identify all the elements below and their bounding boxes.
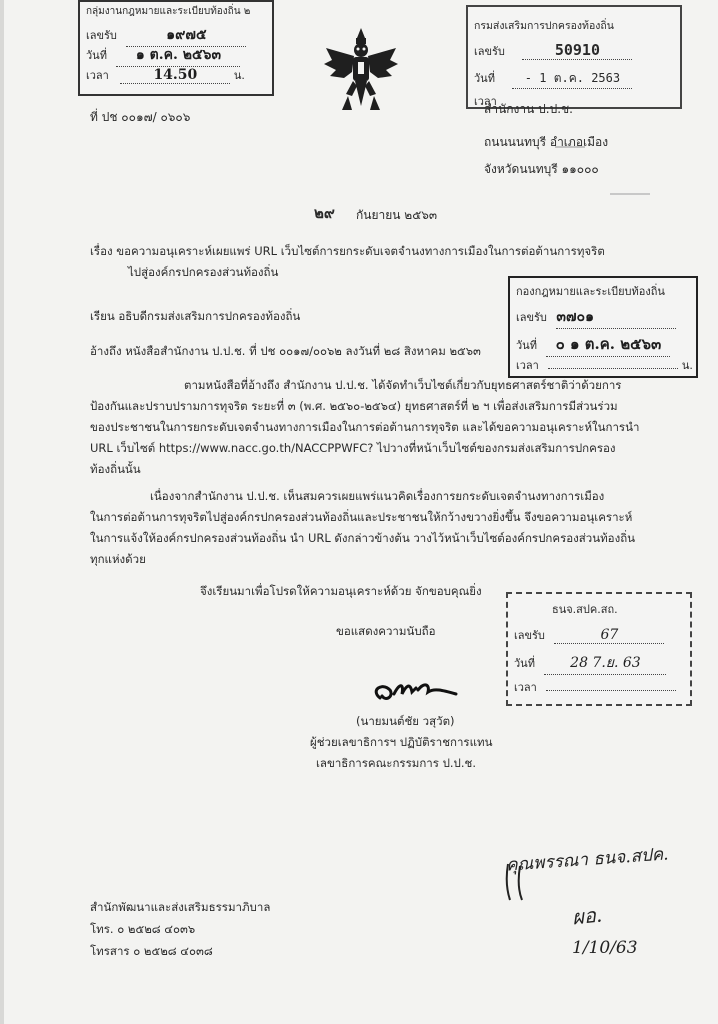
stamp-received-no: ๓๗๐๑ (556, 306, 676, 329)
reference-number: ที่ ปช ๐๐๑๗/ ๐๖๐๖ (90, 110, 191, 124)
signature-icon (360, 672, 470, 712)
stamp-time-unit: น. (233, 69, 245, 82)
scan-edge (0, 0, 4, 1024)
handwritten-date: 1/10/63 (572, 938, 638, 958)
subject-line-1: เรื่อง ขอความอนุเคราะห์เผยแพร่ URL เว็บไซต์การยกระดับเจตจำนงทางการเมืองในการต่อต้านการทุจริต (90, 244, 605, 258)
received-stamp-top-left (78, 0, 274, 96)
stamp-label: วันที่ (86, 49, 107, 62)
stamp-department: กรมส่งเสริมการปกครองท้องถิ่น (474, 20, 614, 32)
stamp-received-no-row (514, 626, 664, 644)
paragraph-line: ในการแจ้งให้องค์กรปกครองส่วนท้องถิ่น นำ URL ดังกล่าวข้างต้น วางไว้หน้าเว็บไซต์องค์กรปกครองส่วนท้องถิ่น (90, 531, 636, 545)
stamp-label: เวลา (474, 95, 497, 108)
footer-telephone: โทร. ๐ ๒๕๒๘ ๔๐๓๖ (90, 922, 196, 936)
body-paragraph-2 (90, 486, 650, 570)
signer-title-1: ผู้ช่วยเลขาธิการฯ ปฏิบัติราชการแทน (310, 735, 493, 749)
stamp-label: เลขรับ (474, 45, 505, 58)
stamp-department: กลุ่มงานกฎหมายและระเบียบท้องถิ่น ๒ (86, 6, 251, 17)
salutation: เรียน อธิบดีกรมส่งเสริมการปกครองท้องถิ่น (90, 309, 301, 323)
stamp-time-row (86, 66, 245, 84)
closing-regards: ขอแสดงความนับถือ (336, 624, 436, 638)
paragraph-line: ป้องกันและปราบปรามการทุจริต ระยะที่ ๓ (พ.ศ. ๒๕๖๐-๒๕๖๔) ยุทธศาสตร์ที่ ๒ ฯ เพื่อส่งเสริมการมีส่วนร่วม (90, 399, 618, 413)
stamp-received-no-row (516, 306, 676, 329)
paragraph-line: URL เว็บไซต์ https://www.nacc.go.th/NACCPPWFC? ไปวางที่หน้าเว็บไซต์ของกรมส่งเสริมการปกครอง (90, 441, 616, 455)
stamp-label: วันที่ (474, 72, 495, 85)
stamp-received-no: 67 (554, 627, 664, 644)
received-stamp-bottom-right (506, 592, 692, 706)
stamp-date: ๑ ต.ค. ๒๕๖๓ (116, 44, 240, 67)
stamp-department: กองกฎหมายและระเบียบท้องถิ่น (516, 285, 665, 298)
office-province: จังหวัดนนทบุรี ๑๑๐๐๐ (484, 162, 599, 176)
stamp-time: 14.50 (120, 67, 230, 84)
footer-office: สำนักพัฒนาและส่งเสริมธรรมาภิบาล (90, 900, 271, 914)
office-name: สำนักงาน ป.ป.ช. (484, 102, 573, 116)
stamp-date: ๐ ๑ ต.ค. ๒๕๖๓ (546, 332, 670, 357)
stamp-date-row (516, 332, 670, 357)
stamp-date: 28 7.ย. 63 (544, 652, 666, 675)
reference-letter: อ้างถึง หนังสือสำนักงาน ป.ป.ช. ที่ ปช ๐๐๑๗/๐๐๖๒ ลงวันที่ ๒๘ สิงหาคม ๒๕๖๓ (90, 344, 481, 358)
signer-name: (นายมนต์ชัย วสุวัต) (356, 714, 455, 728)
stamp-label: เวลา (516, 359, 539, 372)
footer-fax: โทรสาร ๐ ๒๕๒๘ ๔๐๓๘ (90, 944, 213, 958)
garuda-emblem-icon (322, 26, 400, 118)
stamp-label: เลขรับ (516, 311, 547, 324)
stamp-received-no: 50910 (522, 41, 632, 60)
body-paragraph-1 (90, 375, 650, 480)
office-road: ถนนนนทบุรี อำเภอเมือง (484, 135, 609, 149)
paragraph-line: ทุกแห่งด้วย (90, 552, 146, 566)
stamp-label: เลขรับ (86, 29, 117, 42)
paragraph-line: ในการต่อต้านการทุจริตไปสู่องค์กรปกครองส่วนท้องถิ่นและประชาชนให้กว้างขวางยิ่งขึ้น จึงขอความอนุเคราะห์ (90, 510, 633, 524)
stamp-date-row (86, 44, 240, 67)
stamp-time-row (514, 678, 676, 696)
paragraph-line: ท้องถิ่นนั้น (90, 462, 141, 476)
closing-request: จึงเรียนมาเพื่อโปรดให้ความอนุเคราะห์ด้วย จักขอบคุณยิ่ง (200, 584, 482, 598)
stamp-received-no: ๑๙๗๕ (126, 24, 246, 47)
stamp-time-row (516, 356, 693, 374)
stamp-date: - 1 ต.ค. 2563 (512, 69, 632, 89)
stamp-label: เวลา (514, 681, 537, 694)
stamp-date-row (474, 69, 632, 89)
letter-date-month-year: กันยายน ๒๕๖๓ (356, 208, 438, 222)
stamp-time-line (548, 368, 678, 369)
received-stamp-mid-right (508, 276, 698, 378)
paragraph-line: ตามหนังสือที่อ้างถึง สำนักงาน ป.ป.ช. ได้จัดทำเว็บไซต์เกี่ยวกับยุทธศาสตร์ชาติว่าด้วยการ (184, 378, 622, 392)
letter-date-day: ๒๙ (314, 204, 335, 222)
scan-speck (610, 193, 650, 195)
stamp-department: ธนจ.สปค.สถ. (552, 603, 618, 616)
received-stamp-top-right (466, 5, 682, 109)
handwritten-note: คุณพรรณา ธนจ.สปค. (505, 844, 670, 876)
handwritten-stroke-icon (500, 862, 530, 902)
stamp-label: วันที่ (514, 657, 535, 670)
subject-line-2: ไปสู่องค์กรปกครองส่วนท้องถิ่น (128, 265, 279, 279)
handwritten-initials: ผอ. (570, 902, 604, 930)
stamp-date-row (514, 652, 666, 675)
stamp-time-unit: น. (681, 359, 693, 372)
signer-title-2: เลขาธิการคณะกรรมการ ป.ป.ช. (316, 756, 476, 770)
stamp-label: วันที่ (516, 339, 537, 352)
stamp-received-no-row (474, 41, 632, 60)
paragraph-line: เนื่องจากสำนักงาน ป.ป.ช. เห็นสมควรเผยแพร่แนวคิดเรื่องการยกระดับเจตจำนงทางการเมือง (150, 489, 605, 503)
paragraph-line: ของประชาชนในการยกระดับเจตจำนงทางการเมืองในการต่อต้านการทุจริต และได้ขอความอนุเคราะห์ในการนำ (90, 420, 640, 434)
stamp-time-line (546, 690, 676, 691)
stamp-label: เวลา (86, 69, 109, 82)
stamp-label: เลขรับ (514, 629, 545, 642)
